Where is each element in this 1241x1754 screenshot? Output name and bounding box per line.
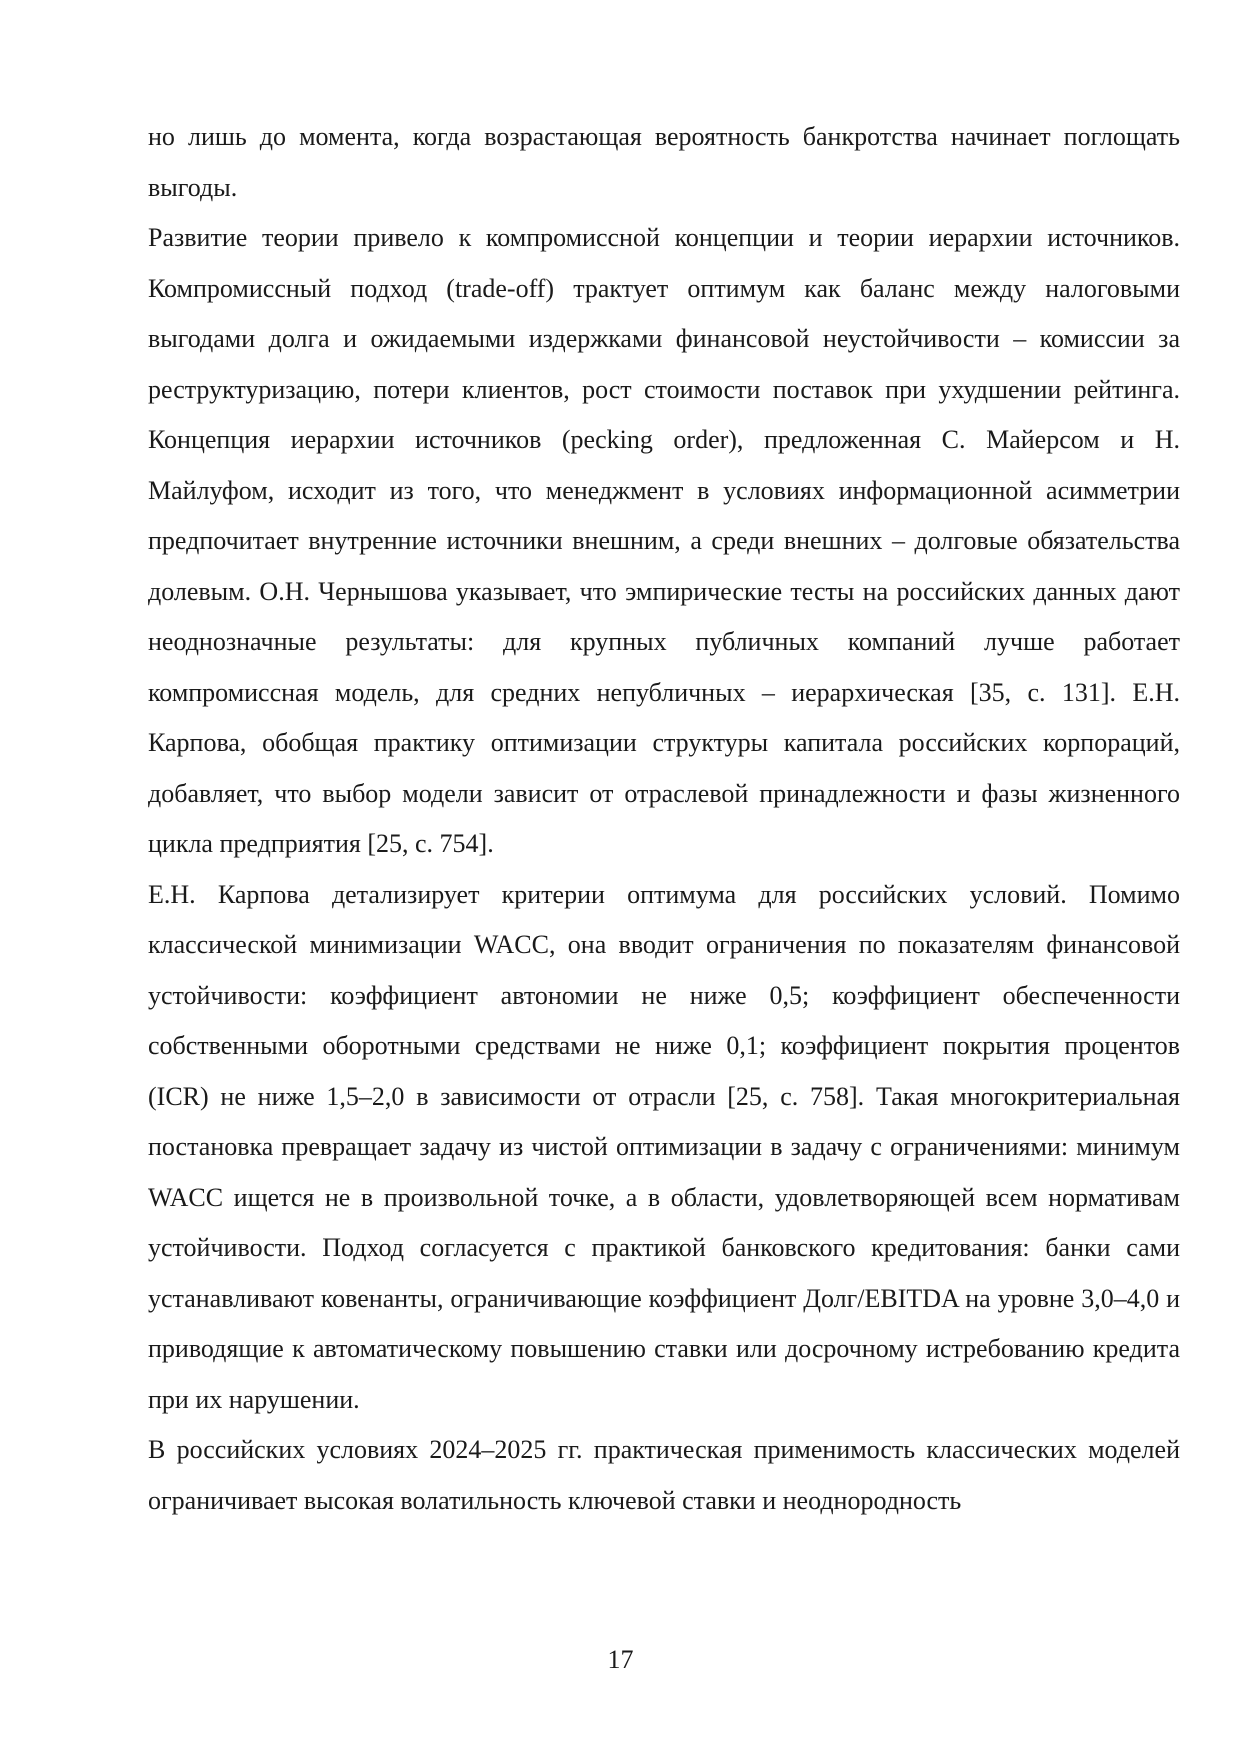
body-text — [148, 112, 1180, 1526]
paragraph-russian-conditions: В российских условиях 2024–2025 гг. практическая применимость классических моделей ограничивает высокая волатильность ключевой ставки и неоднородность — [148, 1435, 1180, 1515]
paragraph-capital-structure-theories: Развитие теории привело к компромиссной концепции и теории иерархии источников. Компромиссный подход (trade-off) трактует оптимум как баланс между налоговыми выгодами долга и ожидаемыми издержками финансовой неустойчивости – комиссии за реструктуризацию, потери клиентов, рост стоимости поставок при ухудшении рейтинга. Концепция иерархии источников (pecking order), предложенная С. Майерсом и Н. Майлуфом, исходит из того, что менеджмент в условиях информационной асимметрии предпочитает внутренние источники внешним, а среди внешних – долговые обязательства долевым. О.Н. Чернышова указывает, что эмпирические тесты на российских данных дают неоднозначные результаты: для крупных публичных компаний лучше работает компромиссная модель, для средних непубличных – иерархическая [35, с. 131]. Е.Н. Карпова, обобщая практику оптимизации структуры капитала российских корпораций, добавляет, что выбор модели зависит от отраслевой принадлежности и фазы жизненного цикла предприятия [25, с. 754]. — [148, 223, 1180, 858]
paragraph-optimum-criteria: Е.Н. Карпова детализирует критерии оптимума для российских условий. Помимо классической минимизации WACC, она вводит ограничения по показателям финансовой устойчивости: коэффициент автономии не ниже 0,5; коэффициент обеспеченности собственными оборотными средствами не ниже 0,1; коэффициент покрытия процентов (ICR) не ниже 1,5–2,0 в зависимости от отрасли [25, с. 758]. Такая многокритериальная постановка превращает задачу из чистой оптимизации в задачу с ограничениями: минимум WACC ищется не в произвольной точке, а в области, удовлетворяющей всем нормативам устойчивости. Подход согласуется с практикой банковского кредитования: банки сами устанавливают ковенанты, ограничивающие коэффициент Долг/EBITDA на уровне 3,0–4,0 и приводящие к автоматическому повышению ставки или досрочному истребованию кредита при их нарушении. — [148, 879, 1180, 1414]
page-number: 17 — [607, 1645, 634, 1674]
paragraph-continuation: но лишь до момента, когда возрастающая вероятность банкротства начинает поглощать выгоды. — [148, 122, 1180, 202]
